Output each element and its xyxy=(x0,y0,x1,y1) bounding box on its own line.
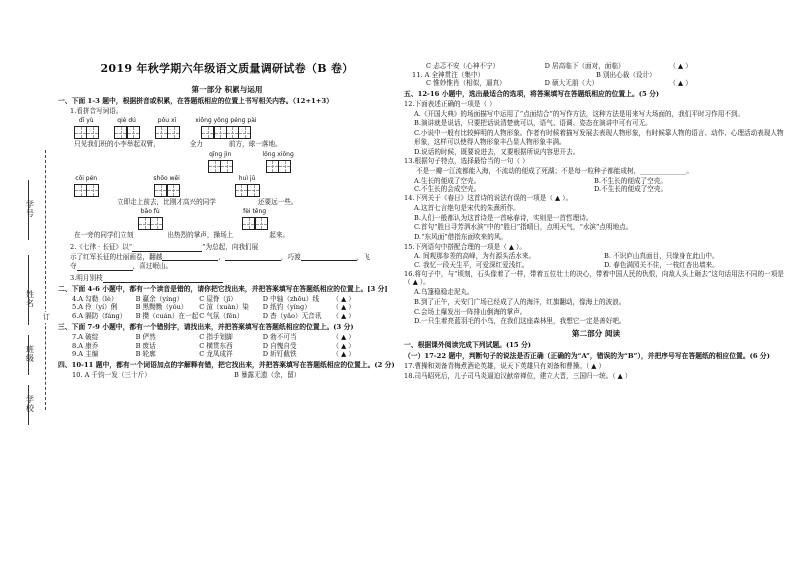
grid-cell[interactable] xyxy=(114,126,127,139)
pinyin-item xyxy=(153,175,179,197)
pinyin-row-2 xyxy=(58,151,396,173)
question-16: 16.将句子中，与“顷刻，石头像着了一样，带着五位壮士的决心，带着中国人民的仇恨，向敌人头上砸去”这句话用法不同的一项是（ ▲ ）。 xyxy=(404,269,784,287)
question-14: 14.下列关于《春日》这首诗的说法有误的一项是（ ▲ ）。 xyxy=(404,194,573,203)
question-15-options-cd: C. 我忆一段天生平，可爱深红爱浅红。 D. 春色满园关不住，一枝红杏出墙来。 xyxy=(414,261,719,270)
question-12-option-c: C.小说中一般有比较鲜明的人物形象。作者有时候着描写发展去表现人物形象，有时候靠人物的语言、动作、心理活动表现人物形象，这样可以使得人物形象丰凸显人物形象丰满。 xyxy=(414,129,784,146)
question-2-line3: 夺 ，喜过岷山。 xyxy=(70,262,173,271)
question-16-option-a: A.乌篷稳稳走泥丸。 xyxy=(414,288,474,297)
question-16-option-d: D.一只生着亮蓝羽毛的小鸟，在我们这座森林里，我想它一定是善好吧。 xyxy=(414,317,626,326)
grid-cell[interactable] xyxy=(86,184,99,197)
grid-cell[interactable] xyxy=(155,126,168,139)
binding-dashed-line xyxy=(45,150,46,410)
pinyin-item xyxy=(262,151,293,173)
field-school-line xyxy=(28,385,29,425)
question-5: 5.A 伶（yí）俐 B 黑黝黝（yǒu） C 渲（xuàn）染 D 纸钓（yínɡ） （ ▲ ） xyxy=(72,303,355,312)
answer-blank[interactable] xyxy=(225,253,281,261)
question-13-options-cd: C.不生长的会成空壳。 D.不生长的便成了空壳。 xyxy=(414,185,668,194)
grid-cell[interactable] xyxy=(154,184,167,197)
pinyin-row-1 xyxy=(58,117,396,139)
grid-cell[interactable] xyxy=(247,184,260,197)
pinyin-label: dī yù xyxy=(78,117,94,125)
grid-cell[interactable] xyxy=(167,184,180,197)
grid-cell[interactable] xyxy=(138,217,151,230)
grid-cell[interactable] xyxy=(208,160,221,173)
question-14-option-c: C.首句“胜日寻芳泗水滨”中的“胜日”指晴日，点明天气，“水滨”点明地点。 xyxy=(414,223,633,232)
question-10-cont: C 忐忑不安（心神不宁） D 居高临下（面对，面临） （ ▲ ） xyxy=(426,62,692,70)
grid-cell[interactable] xyxy=(220,160,233,173)
section4-heading: 四、10-11 题中，都有一个词语加点的字解释有错，把它找出来，并把答案填写在答题纸相应的位置上。(2 分) xyxy=(58,360,395,369)
question-6: 6.A 膈防（fánɡ） B 攒（cuán）在一起 C 气氛（fēn） D 杳（yǎo）无音讯 （ ▲ ） xyxy=(72,312,355,321)
pinyin-label: fèi tēnɡ xyxy=(243,208,267,216)
writing-grid[interactable] xyxy=(201,126,250,139)
sentence-text: 全力 xyxy=(189,140,203,149)
question-3: 3.明月别枝 xyxy=(58,274,396,283)
writing-grid[interactable] xyxy=(266,160,290,173)
grid-cell[interactable] xyxy=(266,160,279,173)
sentence-text: 只见我们班的小李举起双臂， xyxy=(74,140,160,149)
answer-blank[interactable] xyxy=(162,253,218,261)
grid-cell[interactable] xyxy=(167,126,180,139)
question-18: 18.司马昭死后，儿子司马炎逼迫汉献帝禅位，建立大晋，三国归一统。（ ▲ ） xyxy=(404,371,632,380)
section5-heading: 五、12-16 小题中，选出最适合的选项，将答案填写在答题纸相应的位置上。(5 分) xyxy=(404,90,660,99)
pinyin-label: cōi pén xyxy=(75,174,98,182)
pinyin-item xyxy=(74,175,98,197)
sentence-text: 出热烈的掌声，操场上 xyxy=(167,231,234,240)
writing-grid[interactable] xyxy=(74,184,98,197)
pinyin-item xyxy=(208,151,232,173)
question-7: 7.A 破绽 B 俨然 C 指手划脚 D 勃不可当 （ ▲ ） xyxy=(72,332,355,341)
sentence-text: 立即走上前去，比刚才高兴的同学 xyxy=(117,197,216,206)
grid-cell[interactable] xyxy=(201,126,214,139)
question-11: 11. A 全神贯注（集中） B 别出心裁（设计） xyxy=(412,70,656,79)
pinyin-item xyxy=(114,117,138,139)
sentence-row-4 xyxy=(58,231,396,240)
question-13-text: 不是一瓣一江流都能入海，不流动的便成了死湖；不是每一粒种子都能成树，______________。 xyxy=(416,167,693,175)
sentence-text: 还要远一些。 xyxy=(257,197,298,206)
question-11-cont: C 惟妙惟肖（相似，逼真） D 硕大无朋（大） （ ▲ ） xyxy=(426,79,692,88)
question-15-options-ab: A. 间观那参差的高峰，为有源头活水来。 B. 不识庐山真面目，只缘身在此山中。 xyxy=(414,252,719,261)
pinyin-label: lǒnɡ xiōnɡ xyxy=(262,150,294,158)
field-name-label: 姓名 xyxy=(25,290,35,308)
grid-cell[interactable] xyxy=(235,184,248,197)
pinyin-item xyxy=(242,208,266,230)
pinyin-label: pǒu xī xyxy=(157,117,177,125)
grid-cell[interactable] xyxy=(242,217,255,230)
question-17: 17.曹操和刘备青梅煮酒论英雄，说天下英雄只有刘备和曹操。（ ▲ ） xyxy=(404,361,606,370)
sentence-row-3 xyxy=(58,198,396,207)
right-column xyxy=(404,62,788,381)
pinyin-row-3 xyxy=(58,175,396,197)
section2-heading: 二、下面 4-6 小题中，都有一个读音是错的，请你把它找出来，并把答案填写在答题纸相应的位置上。[3 分] xyxy=(58,284,388,293)
pinyin-item xyxy=(155,117,179,139)
pinyin-item xyxy=(235,175,259,197)
left-column xyxy=(58,62,396,380)
grid-cell[interactable] xyxy=(86,126,99,139)
binding-mark: 订 xyxy=(43,312,50,323)
answer-blank[interactable] xyxy=(132,244,202,252)
question-12: 12.下面表述正确的一项是（ ） xyxy=(404,100,496,109)
pinyin-row-4 xyxy=(58,208,396,230)
question-2: 2.《七律 · 长征》以“ ”为总起，向我们展 xyxy=(70,242,259,251)
grid-cell[interactable] xyxy=(127,126,140,139)
question-13: 13.根据句子特点，选择最恰当的一句（ ） xyxy=(404,157,529,166)
question-8: 8.A 康乔 B 废话 C 横贯东西 D 自愧自受 （ ▲ ） xyxy=(72,341,355,350)
part2-heading: 第二部分 阅读 xyxy=(571,328,621,338)
pinyin-item xyxy=(195,117,256,139)
writing-grid[interactable] xyxy=(138,217,162,230)
question-1: 1.看拼音写词语。 xyxy=(70,106,123,115)
section1-heading: 一、下面 1-3 题中，根据拼音或积累，在答题纸相应的位置上书写相关内容。（12+1+3） xyxy=(58,96,334,105)
question-15: 15.下列语句中搭配合理的一项是（ ▲ ）。 xyxy=(404,242,526,251)
grid-cell[interactable] xyxy=(238,126,251,139)
sentence-text: 在一旁的同学们立刻 xyxy=(74,231,134,240)
pinyin-label: qiè dú xyxy=(117,117,136,125)
writing-grid[interactable] xyxy=(155,126,179,139)
grid-cell[interactable] xyxy=(214,126,227,139)
field-school-label: 学校 xyxy=(25,395,35,413)
writing-grid[interactable] xyxy=(74,126,98,139)
grid-cell[interactable] xyxy=(255,217,268,230)
question-12-option-b: B.演讲就是说话，只要把话说清楚就可以，语气、语调、姿态在演讲中可有可无。 xyxy=(414,119,652,128)
answer-blank[interactable] xyxy=(77,263,133,271)
field-name-line xyxy=(28,255,29,325)
writing-grid[interactable] xyxy=(242,217,266,230)
pinyin-item xyxy=(138,208,162,230)
answer-blank[interactable] xyxy=(103,275,223,283)
grid-cell[interactable] xyxy=(150,217,163,230)
sentence-text: 起来。 xyxy=(269,231,290,240)
question-2-line2: 示了红军长征的壮丽画卷，翻越 ， ，巧渡 ，飞 xyxy=(70,252,370,261)
field-student-number-label: 学号 xyxy=(25,200,35,218)
answer-blank[interactable] xyxy=(301,253,357,261)
writing-grid[interactable] xyxy=(208,160,232,173)
question-12-option-d: D.说话的时候，既要说进去，又要根据所说内容思开去。 xyxy=(414,147,580,156)
field-student-number-line xyxy=(28,180,29,240)
field-class-label: 班级 xyxy=(25,345,35,363)
writing-grid[interactable] xyxy=(114,126,138,139)
pinyin-label: huì jǔ xyxy=(238,174,256,182)
question-9: 9.A 主编 B 轮廓 C 龙凤成祥 D 斩钉截铁 （ ▲ ） xyxy=(72,350,355,359)
binding-margin xyxy=(0,0,58,562)
question-14-option-a: A.这首七言绝句是宋代的朱熹所作。 xyxy=(414,203,520,212)
part1-heading: 第一部分 积累与运用 xyxy=(191,84,263,94)
grid-cell[interactable] xyxy=(74,184,87,197)
grid-cell[interactable] xyxy=(278,160,291,173)
question-4: 4.A 勾勒（lè） B 赢余（yínɡ） C 屋脊（jǐ） D 中轴（zhōu）线 （ ▲ ） xyxy=(72,294,355,303)
sentence-text: 前方，球一落地。 xyxy=(228,140,282,149)
writing-grid[interactable] xyxy=(154,184,178,197)
writing-grid[interactable] xyxy=(235,184,259,197)
section3-heading: 三、下面 7-9 小题中，都有一个错别字，请找出来，并把答案填写在答题纸相应的位置上。(3 分) xyxy=(58,322,354,331)
pinyin-label: qīnɡ jìn xyxy=(209,150,232,158)
pinyin-label: shōo wēi xyxy=(153,174,180,182)
pinyin-item xyxy=(74,117,98,139)
question-16-option-c: C.会场上爆发出一阵排山倒海的掌声。 xyxy=(414,307,527,316)
question-14-option-d: D.“东风面”借指东面吹来的风。 xyxy=(414,232,508,241)
question-12-option-a: A.《开国大典》的场面描写中运用了“点面结合”的写作方法，这种方法是用来写大场面的，我们平时习作用不到。 xyxy=(414,109,745,118)
pinyin-label: bāo fù xyxy=(140,208,160,216)
section6-heading: 一、根据课外阅读完成下列试题。(15 分) xyxy=(404,340,532,349)
pinyin-label: xiōnɡ yǒnɡ pénɡ pài xyxy=(195,117,257,125)
section6a-heading: （一）17-22 题中，判断句子的说法是否正确（正确的为“A”，错误的为“B”），并把序号写在答题纸的相应位置。(6 分) xyxy=(404,351,770,360)
question-14-option-b: B.人们一般都认为这首诗是一首咏春诗，实则是一首哲理诗。 xyxy=(414,213,593,222)
grid-cell[interactable] xyxy=(74,126,87,139)
question-10: 10. A 千钧一发（三十斤） B 暴露无遗（余，留） xyxy=(72,370,301,379)
question-13-options-ab: A.生长的便成了空壳。 B.不生长的便成了空壳。 xyxy=(414,176,667,185)
field-class-line xyxy=(28,335,29,375)
sentence-row-2 xyxy=(58,140,396,149)
grid-cell[interactable] xyxy=(226,126,239,139)
question-16-option-b: B.到了正午，天安门广场已经成了人的海洋，红旗翻动，像海上的波浪。 xyxy=(414,297,626,306)
exam-title: 2019 年秋学期六年级语文质量调研试卷（B 卷） xyxy=(100,62,354,75)
